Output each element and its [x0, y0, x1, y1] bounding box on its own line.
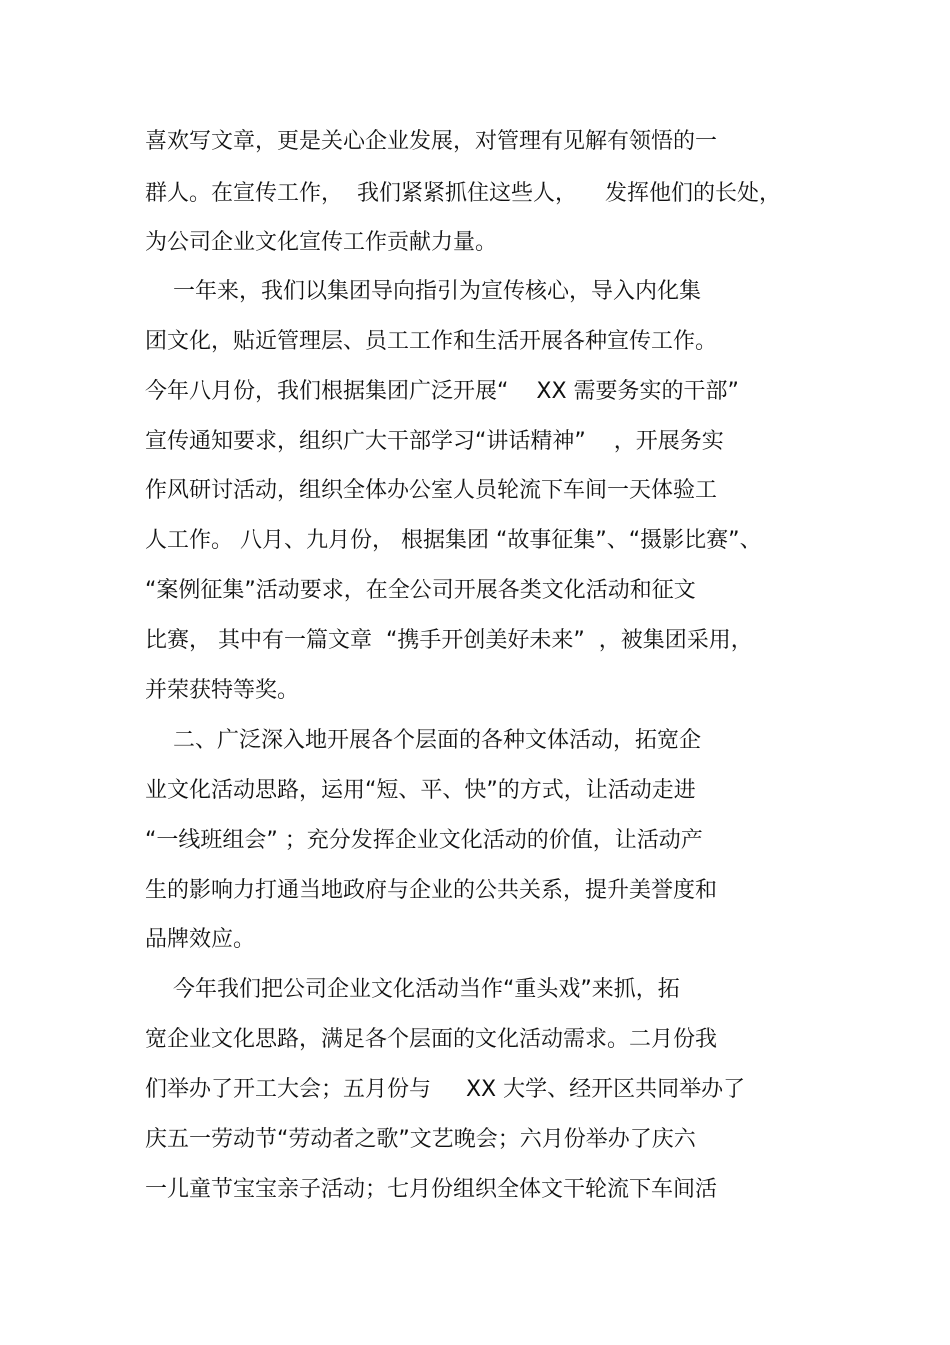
- text-line: 品牌效应。: [145, 927, 256, 952]
- text-line: 喜欢写文章，更是关心企业发展，对管理有见解有领悟的一: [145, 129, 718, 154]
- text-line: 二、广泛深入地开展各个层面的各种文体活动，拓宽企: [145, 728, 701, 753]
- text-line: 并荣获特等奖。: [145, 678, 300, 703]
- text-line: “案例征集”活动要求，在全公司开展各类文化活动和征文: [145, 578, 696, 603]
- text-line: 生的影响力打通当地政府与企业的公共关系，提升美誉度和: [145, 878, 718, 903]
- text-line: “一线班组会” ；充分发挥企业文化活动的价值，让活动产: [145, 828, 703, 853]
- text-line: 今年我们把公司企业文化活动当作“重头戏”来抓，拓: [145, 977, 680, 1002]
- text-line: 业文化活动思路，运用“短、平、快”的方式，让活动走进: [145, 778, 696, 803]
- text-line: 人工作。 八月、九月份， 根据集团 “故事征集”、“摄影比赛”、: [145, 528, 762, 553]
- text-line: 团文化，贴近管理层、员工工作和生活开展各种宣传工作。: [145, 329, 718, 354]
- text-line: 今年八月份，我们根据集团广泛开展“ XX 需要务实的干部”: [145, 379, 739, 404]
- text-line: 庆五一劳动节“劳动者之歌”文艺晚会；六月份举办了庆六: [145, 1127, 696, 1152]
- text-line: 比赛， 其中有一篇文章 “携手开创美好未来” ，被集团采用，: [145, 628, 753, 653]
- text-line: 们举办了开工大会；五月份与 XX 大学、经开区共同举办了: [145, 1077, 746, 1102]
- text-line: 为公司企业文化宣传工作贡献力量。: [145, 230, 498, 255]
- text-line: 一年来，我们以集团导向指引为宣传核心，导入内化集: [145, 279, 701, 304]
- text-line: 宽企业文化思路，满足各个层面的文化活动需求。二月份我: [145, 1027, 718, 1052]
- text-line: 宣传通知要求，组织广大干部学习“讲话精神” ，开展务实: [145, 429, 724, 454]
- text-line: 群人。在宣传工作， 我们紧紧抓住这些人， 发挥他们的长处，: [145, 181, 781, 206]
- text-line: 作风研讨活动，组织全体办公室人员轮流下车间一天体验工: [145, 478, 718, 503]
- text-line: 一儿童节宝宝亲子活动；七月份组织全体文干轮流下车间活: [145, 1177, 718, 1202]
